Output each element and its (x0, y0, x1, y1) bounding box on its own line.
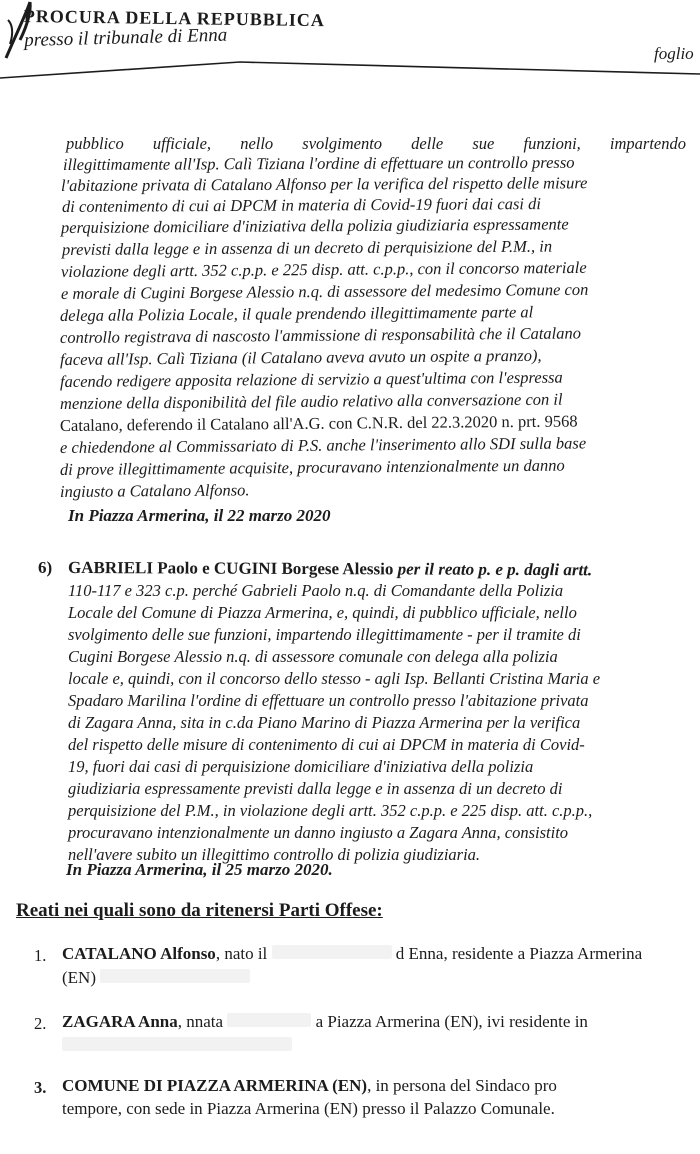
list-number: 3. (34, 1078, 47, 1097)
party-line: COMUNE DI PIAZZA ARMERINA (EN), in persona del Sindaco pro (62, 1076, 557, 1095)
text-line: menzione della disponibilità del file audio relativo alla conversazione con il (59, 389, 563, 413)
party-line: tempore, con sede in Piazza Armerina (EN) presso il Palazzo Comunale. (62, 1099, 555, 1118)
item-number: 6) (38, 558, 53, 577)
text-line: perquisizione domiciliare d'iniziativa della polizia giudiziaria espressamente (60, 214, 569, 237)
list-number: 2. (34, 1014, 47, 1033)
text-line: perquisizione del P.M., in violazione degli artt. 352 c.p.p. e 225 disp. att. c.p.p., (68, 801, 593, 820)
list-number: 1. (34, 946, 47, 965)
text-line: procuravano intenzionalmente un danno ingiusto a Zagara Anna, consistito (68, 823, 569, 842)
text-line: faceva all'Isp. Calì Tiziana (il Catalano aveva avuto un ospite a pranzo), (59, 345, 542, 369)
party-line: CATALANO Alfonso, nato il d Enna, residente a Piazza Armerina (62, 944, 643, 963)
charge-heading (68, 558, 592, 580)
text-line: locale e, quindi, con il concorso dello stesso - agli Isp. Bellanti Cristina Maria e (68, 669, 601, 688)
header-rule (0, 52, 700, 82)
text-line: controllo registrava di nascosto l'ammissione di responsabilità che il Catalano (59, 323, 582, 347)
defendants: GABRIELI Paolo e CUGINI Borgese Alessio (67, 558, 394, 579)
text-line: facendo redigere apposita relazione di servizio a quest'ultima con l'espressa (59, 367, 563, 391)
party-name: COMUNE DI PIAZZA ARMERINA (EN) (62, 1076, 368, 1095)
place-date: In Piazza Armerina, il 25 marzo 2020. (66, 860, 333, 879)
court-name: presso il tribunale di Enna (24, 24, 228, 51)
text-line: e chiedendone al Commissariato di P.S. anche l'inserimento allo SDI sulla base (59, 433, 587, 457)
text-line: delega alla Polizia Locale, il quale prendendo illegittimamente parte al (59, 302, 534, 325)
text-line: Catalano, deferendo il Catalano all'A.G. con C.N.R. del 22.3.2020 n. prt. 9568 (59, 411, 578, 435)
text-line: Locale del Comune di Piazza Armerina, e, quindi, di pubblico ufficiale, nello (68, 603, 577, 622)
text-line: nell'avere subito un illegittimo controllo di polizia giudiziaria. (68, 845, 481, 864)
text-line: giudiziaria espressamente previsti dalla legge e in assenza di un decreto di (68, 779, 563, 798)
place-date: In Piazza Armerina, il 22 marzo 2020 (68, 506, 331, 525)
text-line: di contenimento di cui ai DPCM in materia di Covid-19 fuori dai casi di (61, 194, 541, 216)
party-line (62, 1036, 292, 1056)
text-line: 19, fuori dai casi di perquisizione domiciliare d'iniziativa della polizia (68, 757, 534, 776)
text-line: di prove illegittimamente acquisite, procuravano intenzionalmente un danno (59, 455, 565, 479)
party-name: CATALANO Alfonso (62, 944, 216, 963)
charge-intro: per il reato p. e p. dagli artt. (397, 559, 593, 580)
text-line: pubblico ufficiale, nello svolgimento delle sue funzioni, impartendo (66, 134, 686, 153)
party-name: ZAGARA Anna (62, 1012, 178, 1031)
redacted-address (62, 1037, 292, 1051)
text-line: 110-117 e 323 c.p. perché Gabrieli Paolo n.q. di Comandante della Polizia (68, 581, 564, 600)
redacted-birthdate (272, 945, 392, 959)
office-name: PROCURA DELLA REPUBBLICA (23, 6, 326, 31)
section-title: Reati nei quali sono da ritenersi Parti Offese: (16, 900, 383, 921)
text-line: l'abitazione privata di Catalano Alfonso per la verifica del rispetto delle misure (60, 173, 588, 195)
text-line: del rispetto delle misure di contenimento di cui ai DPCM in materia di Covid- (68, 735, 585, 754)
text-line: ingiusto a Catalano Alfonso. (59, 480, 250, 501)
sheet-label: foglio (654, 44, 694, 63)
text-line: Spadaro Marilina l'ordine di effettuare un controllo presso l'abitazione privata (68, 691, 589, 710)
party-line: (EN) (62, 968, 250, 988)
text-line: e morale di Cugini Borgese Alessio n.q. di assessore del medesimo Comune con (60, 279, 589, 303)
text-line: violazione degli artt. 352 c.p.p. e 225 disp. att. c.p.p., con il concorso materiale (60, 257, 587, 281)
text-line: illegittimamente all'Isp. Calì Tiziana l'ordine di effettuare un controllo presso (62, 152, 575, 174)
text-line: di Zagara Anna, sita in c.da Piano Marino di Piazza Armerina per la verifica (68, 713, 581, 732)
text-line: previsti dalla legge e in assenza di un decreto di perquisizione del P.M., in (61, 236, 553, 259)
redacted-address (100, 969, 250, 983)
letterhead (0, 0, 700, 120)
text-line: svolgimento delle sue funzioni, impartendo illegittimamente - per il tramite di (68, 625, 581, 644)
redacted-birthdate (227, 1013, 311, 1027)
text-line: Cugini Borgese Alessio n.q. di assessore comunale con delega alla polizia (68, 647, 558, 666)
party-line: ZAGARA Anna, nnata a Piazza Armerina (EN), ivi residente in (62, 1012, 588, 1031)
